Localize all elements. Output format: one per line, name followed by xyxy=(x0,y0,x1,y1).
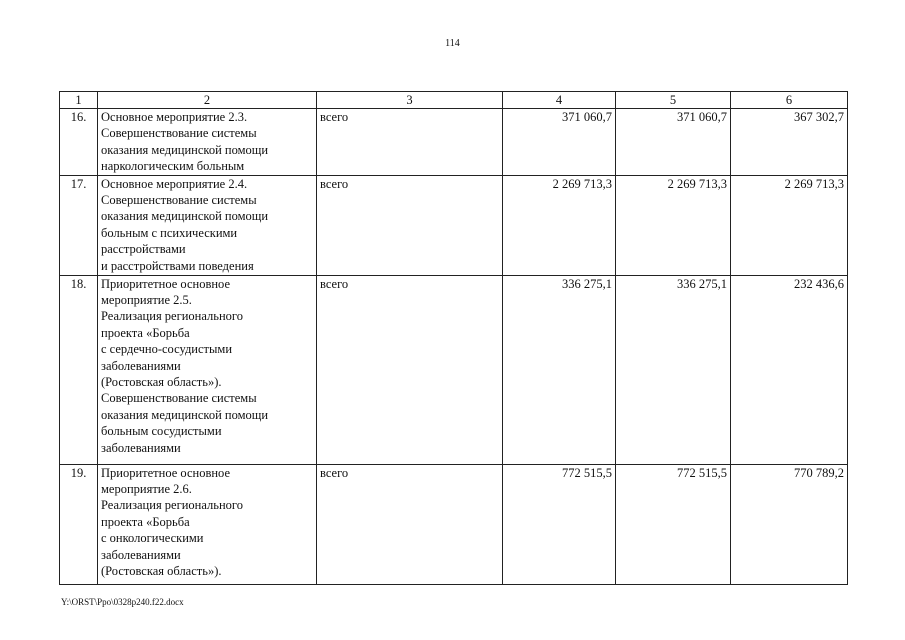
header-cell: 2 xyxy=(98,92,317,109)
header-cell: 4 xyxy=(503,92,616,109)
page-number: 114 xyxy=(445,38,460,49)
row-value-col6: 770 789,2 xyxy=(731,464,848,584)
row-value-col6: 232 436,6 xyxy=(731,275,848,464)
table-row xyxy=(60,109,848,176)
row-description: Приоритетное основное мероприятие 2.6. Реализация регионального проекта «Борьба с онкологическими заболеваниями (Ростовская область»). xyxy=(98,464,317,584)
row-type: всего xyxy=(317,109,503,176)
row-type: всего xyxy=(317,275,503,464)
row-description: Приоритетное основное мероприятие 2.5. Реализация регионального проекта «Борьба с сердечно-сосудистыми заболеваниями (Ростовская область»). Совершенствование системы оказания медицинской помощи больным сосудистыми заболеваниями xyxy=(98,275,317,464)
row-number: 19. xyxy=(60,464,98,584)
row-value-col5: 371 060,7 xyxy=(616,109,731,176)
row-value-col5: 772 515,5 xyxy=(616,464,731,584)
row-value-col4: 772 515,5 xyxy=(503,464,616,584)
row-number: 16. xyxy=(60,109,98,176)
row-value-col6: 2 269 713,3 xyxy=(731,175,848,275)
header-cell: 3 xyxy=(317,92,503,109)
row-type: всего xyxy=(317,175,503,275)
row-type: всего xyxy=(317,464,503,584)
row-value-col5: 336 275,1 xyxy=(616,275,731,464)
row-value-col4: 336 275,1 xyxy=(503,275,616,464)
row-number: 17. xyxy=(60,175,98,275)
header-cell: 5 xyxy=(616,92,731,109)
row-value-col5: 2 269 713,3 xyxy=(616,175,731,275)
table-row xyxy=(60,464,848,584)
row-value-col4: 2 269 713,3 xyxy=(503,175,616,275)
table-header-row xyxy=(60,92,848,109)
budget-table xyxy=(59,91,848,585)
footer-file-path: Y:\ORST\Ppo\0328p240.f22.docx xyxy=(61,597,184,607)
row-number: 18. xyxy=(60,275,98,464)
header-cell: 6 xyxy=(731,92,848,109)
row-value-col6: 367 302,7 xyxy=(731,109,848,176)
row-value-col4: 371 060,7 xyxy=(503,109,616,176)
row-description: Основное мероприятие 2.4. Совершенствование системы оказания медицинской помощи больным с психическими расстройствами и расстройствами поведения xyxy=(98,175,317,275)
header-cell: 1 xyxy=(60,92,98,109)
row-description: Основное мероприятие 2.3. Совершенствование системы оказания медицинской помощи наркологическим больным xyxy=(98,109,317,176)
table-row xyxy=(60,275,848,464)
table-row xyxy=(60,175,848,275)
